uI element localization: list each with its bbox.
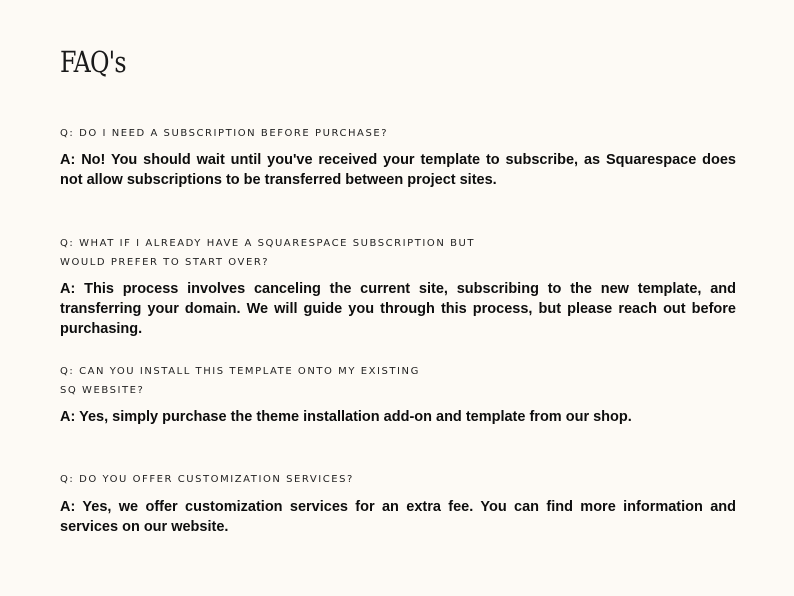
faq-item [60,234,736,339]
faq-answer: A: Yes, we offer customization services for an extra fee. You can find more information and services on our website. [60,499,736,535]
faq-question: Q: DO YOU OFFER CUSTOMIZATION SERVICES? [60,474,354,485]
page-title: FAQ's [60,45,126,79]
faq-answer: A: Yes, simply purchase the theme installation add-on and template from our shop. [60,409,632,425]
faq-question: Q: WHAT IF I ALREADY HAVE A SQUARESPACE SUBSCRIPTION BUT WOULD PREFER TO START OVER? [60,238,476,268]
faq-question: Q: CAN YOU INSTALL THIS TEMPLATE ONTO MY EXISTING SQ WEBSITE? [60,366,420,396]
faq-question: Q: DO I NEED A SUBSCRIPTION BEFORE PURCHASE? [60,128,389,139]
faq-answer: A: No! You should wait until you've received your template to subscribe, as Squarespace does not allow subscriptions to be transferred between project sites. [60,152,736,188]
faq-answer: A: This process involves canceling the current site, subscribing to the new template, and transferring your domain. We will guide you through this process, but please reach out before purchasing. [60,281,736,337]
faq-item [60,124,736,190]
faq-item [60,362,736,427]
faq-item [60,470,736,537]
